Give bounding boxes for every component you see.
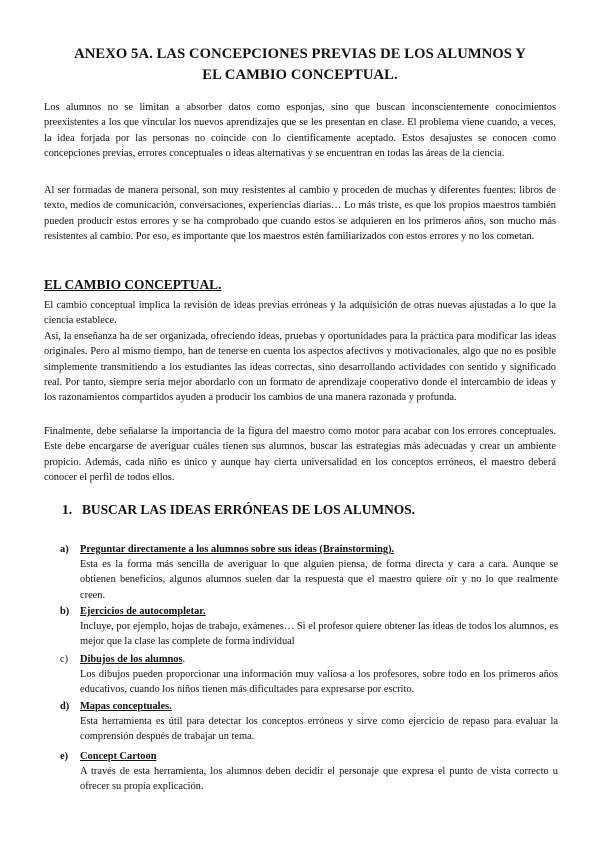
list-item-body: Incluye, por ejemplo, hojas de trabajo, exámenes… Si el profesor quiere obtener las ideas de todos los alumnos, es mejor que la clase las complete de forma individual bbox=[80, 621, 558, 648]
list-marker: c) bbox=[60, 654, 69, 665]
list-item-heading bbox=[80, 652, 185, 667]
list-marker: a) bbox=[60, 544, 69, 555]
list-item-body: Esta herramienta es útil para detectar los conceptos erróneos y sirve como ejercicio de repaso para evaluar la comprensión después de trabajar un tema. bbox=[80, 716, 558, 743]
list-item-body: Los dibujos pueden proporcionar una información muy valiosa a los profesores, sobre todo en los primeros años educativos, cuando los niños tienen más dificultades para expresarse por escrito. bbox=[80, 669, 558, 696]
cambio-paragraph-2: Así, la enseñanza ha de ser organizada, ofreciendo ideas, pruebas y oportunidades para la práctica para modificar las ideas originales. Pero al mismo tiempo, han de tenerse en cuenta los aspectos afectivos y motivacionales, algo que no es posible simplemente transmitiendo a los estudiantes las ideas correctas, sino desarrollando actividades con sentido y significado real. Por tanto, siempre sería mejor abordarlo con un formato de aprendizaje cooperativo donde el intercambio de ideas y los razonamientos compartidos ayuden a producir los cambios de una manera razonada y profunda. bbox=[44, 331, 556, 404]
list-item-heading: Ejercicios de autocompletar. bbox=[80, 606, 206, 617]
cambio-paragraph-1: El cambio conceptual implica la revisión de ideas previas erróneas y la adquisición de otras nuevas ajustadas a lo que la ciencia establece. bbox=[44, 300, 556, 327]
list-marker: d) bbox=[60, 701, 70, 712]
list-marker: b) bbox=[60, 606, 70, 617]
list-item-body: Esta es la forma más sencilla de averiguar lo que alguien piensa, de forma directa y cara a cara. Aunque se obtienen beneficios, algunos alumnos suelen dar la respuesta que el maestro quiere oír y no lo que realmente creen. bbox=[80, 559, 558, 601]
section-heading-text: BUSCAR LAS IDEAS ERRÓNEAS DE LOS ALUMNOS. bbox=[82, 502, 415, 517]
list-item-heading-text: Dibujos de los alumnos bbox=[80, 654, 183, 665]
list-item-heading: Mapas conceptuales. bbox=[80, 701, 172, 712]
section-heading-buscar-ideas bbox=[62, 502, 415, 518]
title-line-2: EL CAMBIO CONCEPTUAL. bbox=[202, 67, 398, 83]
list-marker: e) bbox=[60, 751, 69, 762]
list-item-heading: Concept Cartoon bbox=[80, 751, 157, 762]
section-heading-cambio-conceptual: EL CAMBIO CONCEPTUAL. bbox=[44, 277, 222, 292]
intro-paragraph-2: Al ser formadas de manera personal, son muy resistentes al cambio y proceden de muchas y diferentes fuentes: libros de texto, medios de comunicación, conversaciones, experiencias diarias… Lo más triste, es que los propios maestros también pueden producir estos errores y se ha comprobado que cuando estos se adquieren en los primeros años, son mucho más resistentes al cambio. Por eso, es importante que los maestros estén familiarizados con estos errores y no los cometan. bbox=[44, 185, 556, 242]
section-number: 1. bbox=[62, 502, 73, 517]
cambio-paragraph-3: Finalmente, debe señalarse la importancia de la figura del maestro como motor para acabar con los errores conceptuales. Este debe encargarse de averiguar cuáles tienen sus alumnos, buscar las estrategias más adecuadas y crear un ambiente propicio. Además, cada niño es único y aunque hay cierta universalidad en los conceptos erróneos, el maestro deberá conocer el perfil de todos ellos. bbox=[44, 426, 556, 483]
title-line-1: ANEXO 5A. LAS CONCEPCIONES PREVIAS DE LOS ALUMNOS Y bbox=[74, 46, 526, 62]
document-title bbox=[40, 44, 560, 86]
intro-paragraph-1: Los alumnos no se limitan a absorber datos como esponjas, sino que buscan inconscientemente conocimientos preexistentes a los que vincular los nuevos aprendizajes que se les presentan en clase. El problema viene cuando, a veces, la idea forjada por las personas no coincide con lo científicamente aceptado. Estos desajustes se conocen como concepciones previas, errores conceptuales o ideas alternativas y se encuentran en todas las áreas de la ciencia. bbox=[44, 102, 556, 159]
list-item-body: A través de esta herramienta, los alumnos deben decidir el personaje que expresa el punto de vista correcto u ofrecer su propia explicación. bbox=[80, 766, 558, 793]
list-item-heading: Preguntar directamente a los alumnos sobre sus ideas (Brainstorming). bbox=[80, 544, 395, 555]
list-item-heading-suffix: . bbox=[182, 654, 186, 665]
